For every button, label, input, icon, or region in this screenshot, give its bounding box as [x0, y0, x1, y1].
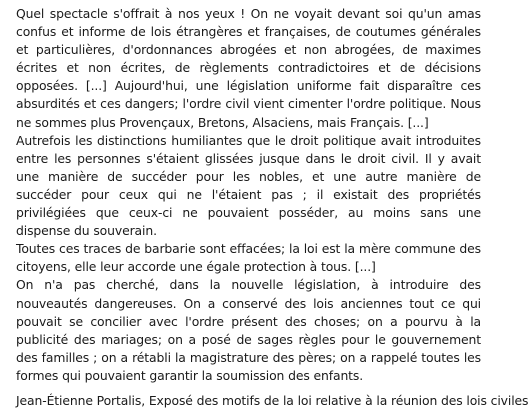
paragraph-2: Autrefois les distinctions humiliantes que le droit politique avait introduites entre les personnes s'étaient glissées jusque dans le droit civil. Il y avait une manière de succéder pour les nobles, et une autre manière de succéder pour ceux qui ne l'étaient pas ; il existait des propriétés privilégiées que ceux-ci ne pouvaient posséder, au moins sans une dispense du souverain.: [16, 132, 481, 239]
document-body: [16, 5, 481, 385]
paragraph-4: On n'a pas cherché, dans la nouvelle législation, à introduire des nouveautés dangereuses. On a conservé des lois anciennes tout ce qui pouvait se concilier avec l'ordre présent des choses; on a pourvu à la publicité des mariages; on a posé de sages règles pour le gouvernement des familles ; on a rétabli la magistrature des pères; on a rappelé toutes les formes qui pouvaient garantir la soumission des enfants.: [16, 277, 481, 383]
paragraph-3: Toutes ces traces de barbarie sont effacées; la loi est la mère commune des citoyens, elle leur accorde une égale protection à tous. [...]: [16, 241, 481, 275]
paragraph-1: Quel spectacle s'offrait à nos yeux ! On ne voyait devant soi qu'un amas confus et informe de lois étrangères et françaises, de coutumes générales et particulières, d'ordonnances abrogées et non abrogées, de maximes écrites et non écrites, de règlements contradictoires et de décisions opposées. [...] Aujourd'hui, une législation uniforme fait disparaître ces absurdités et ces dangers; l'ordre civil vient cimenter l'ordre politique. Nous ne sommes plus Provençaux, Bretons, Alsaciens, mais Français. [...]: [16, 6, 481, 130]
source-citation: Jean-Étienne Portalis, Exposé des motifs de la loi relative à la réunion des lois civiles: [16, 393, 528, 408]
